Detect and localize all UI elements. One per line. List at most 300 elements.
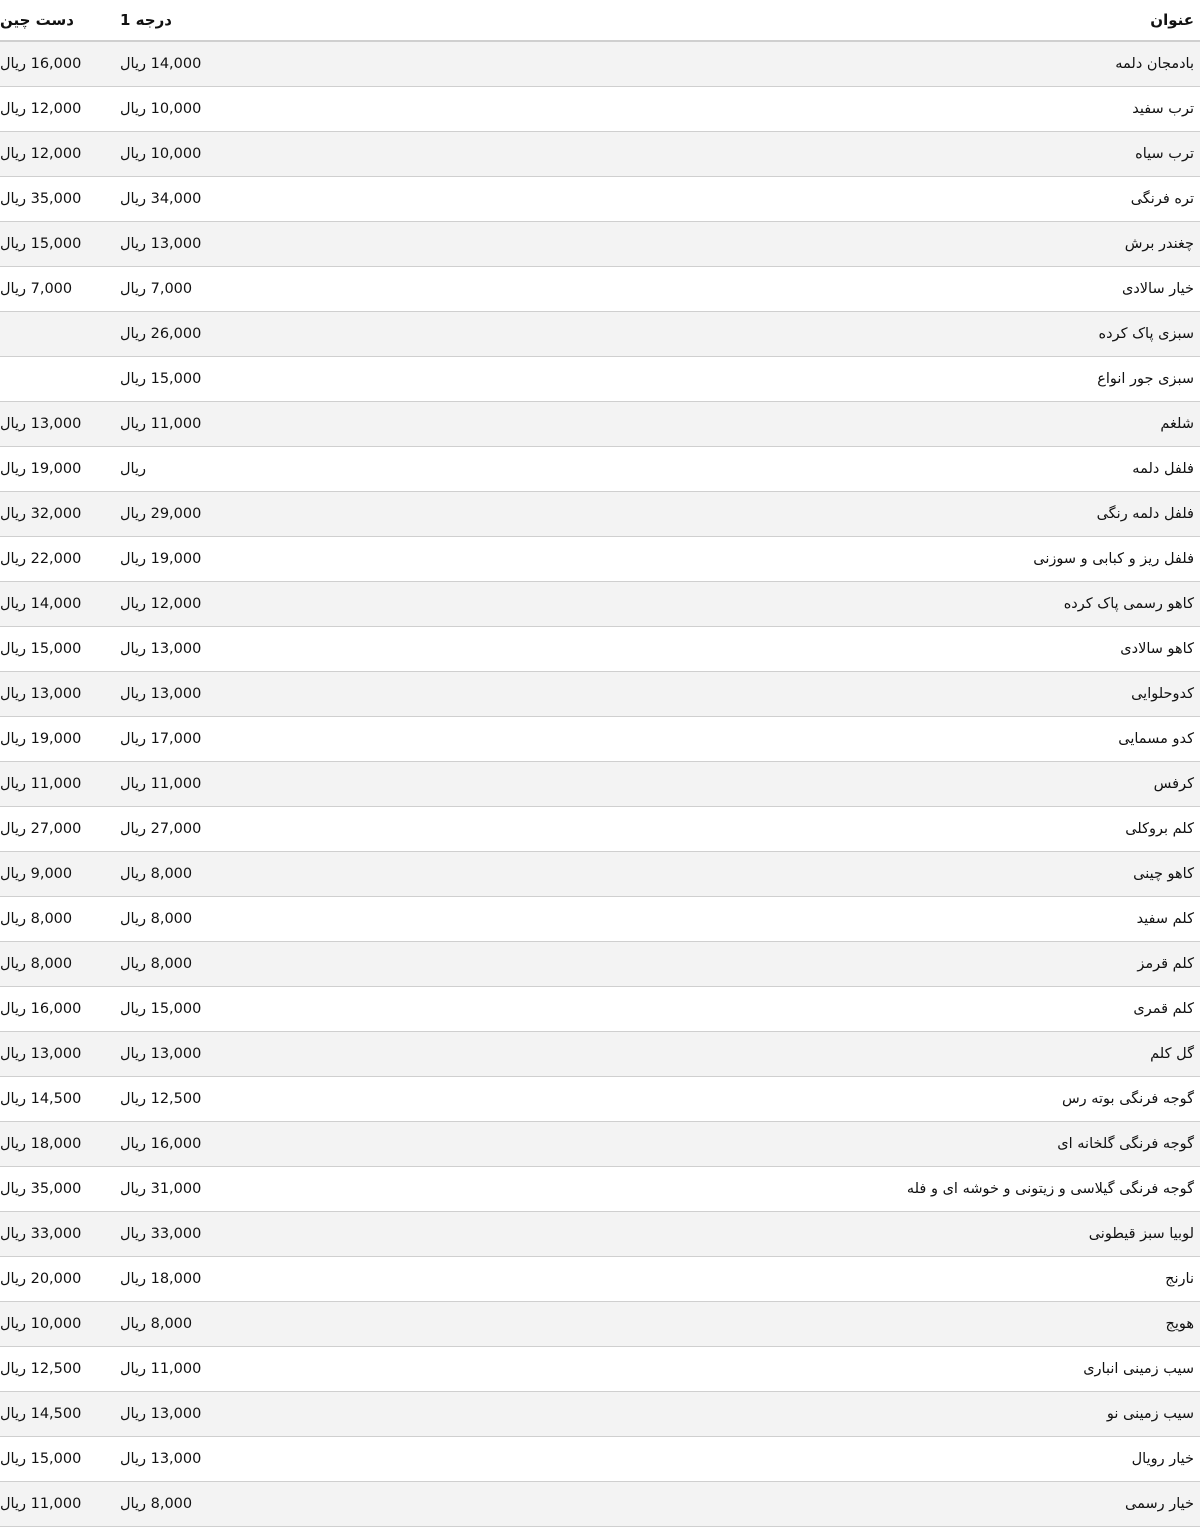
handpicked-price-amount: 20,000: [30, 1271, 82, 1287]
grade1-price-amount: 7,000: [150, 281, 193, 297]
handpicked-price: [0, 506, 81, 522]
grade1-price-amount: 11,000: [150, 1361, 202, 1377]
item-title: نارنج: [398, 1257, 1200, 1302]
handpicked-price-amount: 16,000: [30, 1001, 82, 1017]
handpicked-price-cell: [0, 492, 120, 537]
handpicked-price: [0, 281, 72, 297]
handpicked-price-cell: [0, 1302, 120, 1347]
currency-label: ریال: [0, 1046, 26, 1062]
grade1-price: [120, 461, 146, 477]
item-title: سیب زمینی انباری: [398, 1347, 1200, 1392]
table-row: [0, 1212, 1200, 1257]
table-row: [0, 402, 1200, 447]
grade1-price-amount: 11,000: [150, 416, 202, 432]
grade1-price: [120, 1181, 201, 1197]
currency-label: ریال: [120, 731, 146, 747]
grade1-price: [120, 1001, 201, 1017]
grade1-price-amount: 15,000: [150, 1001, 202, 1017]
grade1-price-cell: [120, 87, 398, 132]
grade1-price: [120, 866, 192, 882]
grade1-price-amount: 15,000: [150, 371, 202, 387]
item-title: بادمجان دلمه: [398, 41, 1200, 87]
grade1-price-cell: [120, 717, 398, 762]
grade1-price-amount: 10,000: [150, 146, 202, 162]
currency-label: ریال: [0, 1181, 26, 1197]
item-title: فلفل دلمه: [398, 447, 1200, 492]
grade1-price: [120, 1226, 201, 1242]
currency-label: ریال: [120, 821, 146, 837]
handpicked-price: [0, 461, 81, 477]
grade1-price-amount: 12,000: [150, 596, 202, 612]
table-row: [0, 357, 1200, 402]
handpicked-price: [0, 1226, 81, 1242]
currency-label: ریال: [120, 56, 146, 72]
handpicked-price-amount: 11,000: [30, 1496, 82, 1512]
handpicked-price: [0, 1406, 81, 1422]
currency-label: ریال: [0, 461, 26, 477]
grade1-price-cell: [120, 41, 398, 87]
handpicked-price-cell: [0, 987, 120, 1032]
grade1-price-cell: [120, 987, 398, 1032]
handpicked-price-cell: [0, 537, 120, 582]
currency-label: ریال: [0, 1001, 26, 1017]
grade1-price: [120, 146, 201, 162]
handpicked-price-amount: 32,000: [30, 506, 82, 522]
currency-label: ریال: [0, 101, 26, 117]
handpicked-price-amount: 13,000: [30, 416, 82, 432]
currency-label: ریال: [120, 101, 146, 117]
currency-label: ریال: [120, 1361, 146, 1377]
table-row: [0, 1167, 1200, 1212]
table-row: [0, 1032, 1200, 1077]
currency-label: ریال: [120, 461, 146, 477]
grade1-price: [120, 1136, 201, 1152]
handpicked-price: [0, 686, 81, 702]
grade1-price-amount: 31,000: [150, 1181, 202, 1197]
currency-label: ریال: [120, 686, 146, 702]
currency-label: ریال: [0, 1496, 26, 1512]
table-row: [0, 1077, 1200, 1122]
item-title: کرفس: [398, 762, 1200, 807]
currency-label: ریال: [0, 1406, 26, 1422]
handpicked-price-cell: [0, 267, 120, 312]
grade1-price: [120, 371, 201, 387]
item-title: فلفل ریز و کبابی و سوزنی: [398, 537, 1200, 582]
currency-label: ریال: [0, 1091, 26, 1107]
handpicked-price-amount: 35,000: [30, 1181, 82, 1197]
handpicked-price-amount: 14,500: [30, 1406, 82, 1422]
item-title: کاهو سالادی: [398, 627, 1200, 672]
column-header-grade1: درجه 1: [120, 0, 398, 41]
handpicked-price-cell: [0, 582, 120, 627]
grade1-price: [120, 1406, 201, 1422]
handpicked-price-cell: [0, 447, 120, 492]
currency-label: ریال: [0, 1451, 26, 1467]
grade1-price-amount: 13,000: [150, 1451, 202, 1467]
grade1-price-amount: 13,000: [150, 641, 202, 657]
handpicked-price: [0, 596, 81, 612]
table-row: [0, 312, 1200, 357]
grade1-price-cell: [120, 492, 398, 537]
table-row: [0, 1257, 1200, 1302]
item-title: کلم قرمز: [398, 942, 1200, 987]
currency-label: ریال: [120, 1271, 146, 1287]
handpicked-price-cell: [0, 897, 120, 942]
handpicked-price-cell: [0, 222, 120, 267]
grade1-price-amount: 26,000: [150, 326, 202, 342]
grade1-price-amount: 8,000: [150, 1496, 193, 1512]
grade1-price-cell: [120, 672, 398, 717]
item-title: کاهو رسمی پاک کرده: [398, 582, 1200, 627]
item-title: لوبیا سبز قیطونی: [398, 1212, 1200, 1257]
handpicked-price-amount: 27,000: [30, 821, 82, 837]
grade1-price-amount: 34,000: [150, 191, 202, 207]
handpicked-price-cell: [0, 852, 120, 897]
item-title: خیار سالادی: [398, 267, 1200, 312]
currency-label: ریال: [0, 821, 26, 837]
table-row: [0, 1122, 1200, 1167]
table-row: [0, 492, 1200, 537]
currency-label: ریال: [120, 236, 146, 252]
grade1-price-amount: 8,000: [150, 911, 193, 927]
item-title: کلم قمری: [398, 987, 1200, 1032]
grade1-price-amount: 8,000: [150, 956, 193, 972]
handpicked-price: [0, 776, 81, 792]
grade1-price-cell: [120, 1302, 398, 1347]
currency-label: ریال: [120, 956, 146, 972]
grade1-price-cell: [120, 312, 398, 357]
grade1-price-amount: 18,000: [150, 1271, 202, 1287]
grade1-price: [120, 56, 201, 72]
table-row: [0, 447, 1200, 492]
handpicked-price-cell: [0, 1482, 120, 1527]
column-header-title: عنوان: [398, 0, 1200, 41]
table-row: [0, 762, 1200, 807]
handpicked-price: [0, 236, 81, 252]
grade1-price: [120, 641, 201, 657]
handpicked-price-amount: 8,000: [30, 956, 73, 972]
grade1-price: [120, 281, 192, 297]
currency-label: ریال: [0, 1136, 26, 1152]
grade1-price-cell: [120, 132, 398, 177]
item-title: تره فرنگی: [398, 177, 1200, 222]
grade1-price: [120, 1451, 201, 1467]
table-body: [0, 41, 1200, 1527]
table-row: [0, 1392, 1200, 1437]
grade1-price-cell: [120, 222, 398, 267]
currency-label: ریال: [0, 1271, 26, 1287]
grade1-price: [120, 551, 201, 567]
grade1-price-amount: 13,000: [150, 1406, 202, 1422]
currency-label: ریال: [0, 551, 26, 567]
handpicked-price-cell: [0, 1032, 120, 1077]
handpicked-price-amount: 15,000: [30, 236, 82, 252]
item-title: ترب سفید: [398, 87, 1200, 132]
grade1-price-cell: [120, 1437, 398, 1482]
grade1-price-cell: [120, 852, 398, 897]
grade1-price-cell: [120, 942, 398, 987]
grade1-price: [120, 1316, 192, 1332]
handpicked-price: [0, 1316, 81, 1332]
item-title: گوجه فرنگی گیلاسی و زیتونی و خوشه ای و فله: [398, 1167, 1200, 1212]
currency-label: ریال: [120, 911, 146, 927]
grade1-price-cell: [120, 357, 398, 402]
grade1-price-cell: [120, 582, 398, 627]
handpicked-price: [0, 956, 72, 972]
grade1-price: [120, 686, 201, 702]
handpicked-price-cell: [0, 1167, 120, 1212]
grade1-price-amount: 14,000: [150, 56, 202, 72]
handpicked-price: [0, 101, 81, 117]
table-row: [0, 1482, 1200, 1527]
handpicked-price-cell: [0, 402, 120, 447]
handpicked-price: [0, 821, 81, 837]
table-row: [0, 537, 1200, 582]
handpicked-price-cell: [0, 132, 120, 177]
handpicked-price-cell: [0, 942, 120, 987]
currency-label: ریال: [0, 911, 26, 927]
grade1-price-amount: 13,000: [150, 686, 202, 702]
grade1-price: [120, 821, 201, 837]
handpicked-price-cell: [0, 1347, 120, 1392]
currency-label: ریال: [0, 146, 26, 162]
item-title: ترب سیاه: [398, 132, 1200, 177]
handpicked-price: [0, 1496, 81, 1512]
currency-label: ریال: [120, 1226, 146, 1242]
handpicked-price-amount: 22,000: [30, 551, 82, 567]
grade1-price-cell: [120, 1392, 398, 1437]
handpicked-price: [0, 551, 81, 567]
currency-label: ریال: [0, 236, 26, 252]
handpicked-price-amount: 11,000: [30, 776, 82, 792]
currency-label: ریال: [120, 641, 146, 657]
item-title: گوجه فرنگی بوته رس: [398, 1077, 1200, 1122]
currency-label: ریال: [0, 596, 26, 612]
grade1-price-amount: 27,000: [150, 821, 202, 837]
grade1-price-cell: [120, 1077, 398, 1122]
grade1-price-amount: 17,000: [150, 731, 202, 747]
grade1-price: [120, 1091, 201, 1107]
item-title: چغندر برش: [398, 222, 1200, 267]
item-title: گل کلم: [398, 1032, 1200, 1077]
handpicked-price-amount: 15,000: [30, 1451, 82, 1467]
currency-label: ریال: [120, 1181, 146, 1197]
handpicked-price-amount: 14,000: [30, 596, 82, 612]
item-title: کلم بروکلی: [398, 807, 1200, 852]
grade1-price: [120, 731, 201, 747]
currency-label: ریال: [120, 281, 146, 297]
grade1-price-amount: 8,000: [150, 1316, 193, 1332]
item-title: فلفل دلمه رنگی: [398, 492, 1200, 537]
table-row: [0, 987, 1200, 1032]
currency-label: ریال: [120, 1496, 146, 1512]
currency-label: ریال: [0, 506, 26, 522]
currency-label: ریال: [120, 596, 146, 612]
item-title: کدو مسمایی: [398, 717, 1200, 762]
handpicked-price: [0, 1136, 81, 1152]
handpicked-price: [0, 1091, 81, 1107]
table-row: [0, 1347, 1200, 1392]
grade1-price: [120, 416, 201, 432]
grade1-price-amount: 16,000: [150, 1136, 202, 1152]
currency-label: ریال: [120, 1046, 146, 1062]
item-title: هویج: [398, 1302, 1200, 1347]
grade1-price-cell: [120, 1257, 398, 1302]
table-row: [0, 717, 1200, 762]
handpicked-price-cell: [0, 1437, 120, 1482]
grade1-price-cell: [120, 177, 398, 222]
column-header-handpicked: دست چین: [0, 0, 120, 41]
handpicked-price-cell: [0, 627, 120, 672]
grade1-price-cell: [120, 402, 398, 447]
handpicked-price-amount: 35,000: [30, 191, 82, 207]
table-row: [0, 672, 1200, 717]
grade1-price-amount: 11,000: [150, 776, 202, 792]
handpicked-price-amount: 14,500: [30, 1091, 82, 1107]
handpicked-price: [0, 866, 72, 882]
currency-label: ریال: [0, 56, 26, 72]
currency-label: ریال: [0, 191, 26, 207]
grade1-price-cell: [120, 1167, 398, 1212]
grade1-price: [120, 101, 201, 117]
handpicked-price-cell: [0, 41, 120, 87]
handpicked-price-amount: 12,000: [30, 146, 82, 162]
handpicked-price: [0, 911, 72, 927]
currency-label: ریال: [0, 866, 26, 882]
item-title: سیب زمینی نو: [398, 1392, 1200, 1437]
handpicked-price-cell: [0, 1212, 120, 1257]
grade1-price: [120, 1271, 201, 1287]
currency-label: ریال: [120, 1136, 146, 1152]
handpicked-price-cell: [0, 762, 120, 807]
handpicked-price-cell: [0, 717, 120, 762]
item-title: سبزی پاک کرده: [398, 312, 1200, 357]
currency-label: ریال: [120, 1406, 146, 1422]
currency-label: ریال: [0, 281, 26, 297]
grade1-price-cell: [120, 447, 398, 492]
handpicked-price-cell: [0, 87, 120, 132]
handpicked-price-amount: 13,000: [30, 686, 82, 702]
currency-label: ریال: [120, 326, 146, 342]
grade1-price: [120, 506, 201, 522]
table-row: [0, 41, 1200, 87]
currency-label: ریال: [0, 1316, 26, 1332]
handpicked-price-cell: [0, 672, 120, 717]
item-title: خیار رسمی: [398, 1482, 1200, 1527]
header-row: [0, 0, 1200, 41]
handpicked-price-cell: [0, 357, 120, 402]
table-row: [0, 1437, 1200, 1482]
grade1-price: [120, 191, 201, 207]
handpicked-price: [0, 641, 81, 657]
table-row: [0, 132, 1200, 177]
handpicked-price-amount: 9,000: [30, 866, 73, 882]
handpicked-price: [0, 1271, 81, 1287]
grade1-price-amount: 13,000: [150, 1046, 202, 1062]
grade1-price-cell: [120, 762, 398, 807]
currency-label: ریال: [120, 416, 146, 432]
handpicked-price: [0, 731, 81, 747]
currency-label: ریال: [0, 641, 26, 657]
currency-label: ریال: [0, 731, 26, 747]
table-row: [0, 582, 1200, 627]
grade1-price-cell: [120, 1032, 398, 1077]
handpicked-price-amount: 13,000: [30, 1046, 82, 1062]
currency-label: ریال: [120, 776, 146, 792]
handpicked-price-cell: [0, 1122, 120, 1167]
handpicked-price-amount: 19,000: [30, 731, 82, 747]
item-title: کدوحلوایی: [398, 672, 1200, 717]
handpicked-price-cell: [0, 1077, 120, 1122]
currency-label: ریال: [0, 686, 26, 702]
grade1-price: [120, 596, 201, 612]
grade1-price-cell: [120, 1347, 398, 1392]
grade1-price-amount: 12,500: [150, 1091, 202, 1107]
table-row: [0, 1302, 1200, 1347]
grade1-price-cell: [120, 267, 398, 312]
handpicked-price-amount: 18,000: [30, 1136, 82, 1152]
currency-label: ریال: [0, 956, 26, 972]
grade1-price: [120, 911, 192, 927]
table-row: [0, 852, 1200, 897]
table-row: [0, 942, 1200, 987]
handpicked-price-amount: 10,000: [30, 1316, 82, 1332]
item-title: کلم سفید: [398, 897, 1200, 942]
handpicked-price: [0, 56, 81, 72]
currency-label: ریال: [120, 866, 146, 882]
currency-label: ریال: [120, 1001, 146, 1017]
handpicked-price: [0, 1451, 81, 1467]
grade1-price-amount: 19,000: [150, 551, 202, 567]
handpicked-price: [0, 146, 81, 162]
grade1-price-amount: 13,000: [150, 236, 202, 252]
handpicked-price-amount: 33,000: [30, 1226, 82, 1242]
handpicked-price: [0, 1046, 81, 1062]
handpicked-price: [0, 1181, 81, 1197]
grade1-price-amount: 10,000: [150, 101, 202, 117]
handpicked-price: [0, 1361, 81, 1377]
grade1-price-amount: 33,000: [150, 1226, 202, 1242]
handpicked-price-cell: [0, 807, 120, 852]
item-title: خیار رویال: [398, 1437, 1200, 1482]
handpicked-price: [0, 416, 81, 432]
currency-label: ریال: [120, 551, 146, 567]
grade1-price: [120, 326, 201, 342]
table-row: [0, 807, 1200, 852]
table-row: [0, 267, 1200, 312]
handpicked-price-cell: [0, 312, 120, 357]
grade1-price-cell: [120, 1482, 398, 1527]
handpicked-price-amount: 12,500: [30, 1361, 82, 1377]
currency-label: ریال: [120, 506, 146, 522]
currency-label: ریال: [120, 1091, 146, 1107]
currency-label: ریال: [0, 776, 26, 792]
item-title: گوجه فرنگی گلخانه ای: [398, 1122, 1200, 1167]
grade1-price: [120, 1496, 192, 1512]
item-title: شلغم: [398, 402, 1200, 447]
currency-label: ریال: [120, 146, 146, 162]
grade1-price-cell: [120, 627, 398, 672]
currency-label: ریال: [120, 1451, 146, 1467]
grade1-price-cell: [120, 897, 398, 942]
currency-label: ریال: [120, 371, 146, 387]
grade1-price-cell: [120, 807, 398, 852]
handpicked-price: [0, 191, 81, 207]
handpicked-price-cell: [0, 1257, 120, 1302]
currency-label: ریال: [0, 416, 26, 432]
handpicked-price-amount: 19,000: [30, 461, 82, 477]
grade1-price: [120, 776, 201, 792]
